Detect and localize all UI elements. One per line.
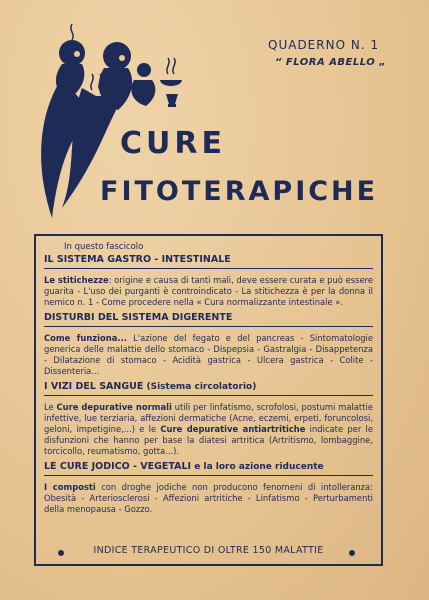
section-gastro — [44, 254, 373, 308]
section-title: IL SISTEMA GASTRO - INTESTINALE — [44, 254, 231, 265]
section-text-part: Cure depurative normali — [56, 402, 172, 412]
section-text-part: Le — [44, 402, 57, 412]
section-text: con droghe jodiche non producono fenomeni di intolleranza: Obesità - Arteriosclerosi - Affezioni artritiche - Linfatismo - Perturbamenti della menopausa - Gozzo. — [44, 482, 373, 514]
contents-intro: In questo fascicolo — [64, 242, 144, 252]
section-body — [44, 275, 373, 308]
section-title-main: LE CURE JODICO - VEGETALI — [44, 461, 192, 472]
contents-footer — [36, 545, 381, 556]
issue-number: QUADERNO N. 1 — [268, 38, 380, 52]
section-body — [44, 402, 373, 457]
section-title: DISTURBI DEL SISTEMA DIGERENTE — [44, 312, 233, 323]
section-body — [44, 333, 373, 377]
section-text: L'azione del fegato e del pancreas - Sintomatologie generica delle malattie dello stomaco - Dispepsia - Gastralgia - Disappetenza - Dilatazione di stomaco - Acidità gastrica - Ulcera gastrica - Colite - Dissenteria... — [44, 333, 374, 376]
section-jodico — [44, 461, 373, 515]
section-rule — [44, 326, 373, 327]
section-lead: Come funziona... — [44, 333, 127, 343]
series-name: “ FLORA ABELLO „ — [275, 57, 387, 68]
section-text-part: Cure depurative antiartritiche — [160, 424, 306, 434]
contents-box — [34, 234, 383, 566]
section-title — [44, 461, 373, 472]
section-subtitle: e la loro azione riducente — [191, 462, 324, 472]
section-text-part: utili per linfatismo, scrofolosi, postumi malattie infettive, lue terziaria, affezioni dermatiche (Acne, eczemi, erpeti, foruncolosi, geloni, impetigine,...) e le — [44, 402, 373, 434]
section-rule — [44, 268, 373, 269]
section-lead: I composti — [44, 482, 96, 492]
section-text: : origine e causa di tanti mali, deve essere curata e può essere guarita - L'uso dei purganti è controindicato - La stitichezza è per la donna il nemico n. 1 - Come procedere nella « Cura normalizzante intestinale ». — [44, 275, 374, 307]
footer-text: INDICE TERAPEUTICO DI OLTRE 150 MALATTIE — [93, 545, 324, 556]
title-line-2: FITOTERAPICHE — [100, 176, 379, 207]
section-title-main: I VIZI DEL SANGUE — [44, 381, 144, 392]
section-rule — [44, 395, 373, 396]
title-line-1: CURE — [120, 126, 226, 161]
section-subtitle: (Sistema circolatorio) — [143, 382, 257, 392]
section-title — [44, 381, 373, 392]
bullet-icon — [58, 550, 64, 556]
bullet-icon — [349, 550, 355, 556]
section-digerente — [44, 312, 373, 377]
section-text-part: indicate per le disfunzioni che hanno per base la diatesi artritica (Artritismo, lombaggine, torcicollo, reumatismo, gotta...). — [44, 424, 373, 456]
section-lead: Le stitichezze — [44, 275, 109, 285]
section-body — [44, 482, 373, 515]
section-rule — [44, 475, 373, 476]
section-sangue — [44, 381, 373, 457]
